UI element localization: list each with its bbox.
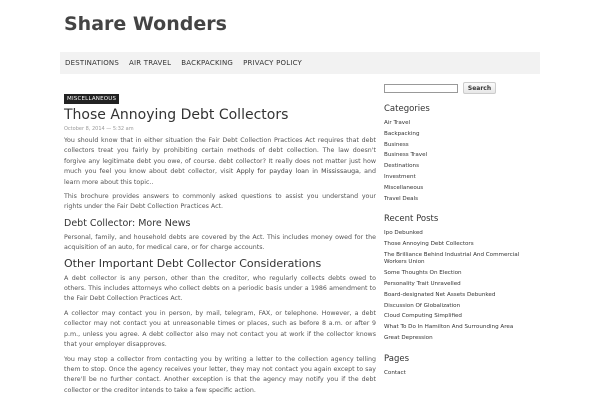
category-link[interactable]: Air Travel [384,120,411,126]
recent-posts-list [384,228,540,343]
payday-loan-link[interactable]: Apply for payday loan in Mississauga [236,168,359,176]
recent-post-link[interactable]: Those Annoying Debt Collectors [384,241,474,248]
post-title[interactable]: Those Annoying Debt Collectors [64,107,289,123]
search-input[interactable] [384,84,458,93]
nav-item-backpacking[interactable]: BACKPACKING [181,59,234,67]
category-link[interactable]: Destinations [384,163,420,170]
categories-title: Categories [384,104,430,114]
nav-item-destinations[interactable]: DESTINATIONS [65,59,120,67]
category-link[interactable]: Miscellaneous [384,184,424,191]
site-title[interactable]: Share Wonders [64,13,227,35]
paragraph-brochure: This brochure provides answers to commonly asked questions to assist you understand your rights under the Fair Debt Collection Practices Act. [64,193,376,211]
recent-post-link[interactable]: Some Thoughts On Election [384,270,462,277]
post-meta: October 8, 2014 — 5:32 am [64,126,134,132]
recent-post-link[interactable]: Ipo Debunked [384,230,423,237]
recent-post-link[interactable]: Board-designated Net Assets Debunked [384,291,496,298]
heading-other-considerations: Other Important Debt Collector Considerations [64,256,322,270]
paragraph-stop-collector: You may stop a collector from contacting you by writing a letter to the collection agency telling them to stop. Once the agency receives your letter, they may not contact you again except to say there'll be no further contact. Another exception is that the agency may notify you if the debt collector or the creditor intends to take a few specific action. [64,355,376,394]
sidebar [384,82,540,379]
search-form [384,82,540,94]
recent-post-link[interactable]: Personality Trait Unravelled [384,280,461,287]
paragraph-intro-tail: , and learn more about this topic.. [64,168,376,186]
search-button[interactable]: Search [463,82,496,94]
post-content [64,85,376,396]
heading-more-news: Debt Collector: More News [64,217,191,229]
page-link-contact[interactable]: Contact [384,369,406,376]
category-badge[interactable]: MISCELLANEOUS [64,94,119,104]
main-navigation [60,52,540,74]
paragraph-intro-text: You should know that in either situation the Fair Debt Collection Practices Act requires that debt collectors treat you fairly by prohibiting certain methods of debt collection. The law doesn't forgive any legitimate debt you owe, of course. debt collector? It really does not matter just how much you feel you know about debt collector, visit [64,137,376,176]
recent-post-link[interactable]: Cloud Computing Simplified [384,313,462,320]
categories-list [384,118,540,204]
recent-post-link[interactable]: The Brilliance Behind Industrial And Commercial Workers Union [384,251,520,266]
category-link[interactable]: Business [384,141,409,148]
pages-title: Pages [384,353,410,364]
paragraph-debts-covered: Personal, family, and household debts are covered by the Act. This includes money owed for the acquisition of an auto, for medical care, or for charge accounts. [64,233,376,252]
category-link[interactable]: Travel Deals [384,195,419,202]
paragraph-debt-collector-definition: A debt collector is any person, other than the creditor, who regularly collects debts owed to others. This includes attorneys who collect debts on a periodic basis under a 1986 amendment to the Fair Debt Collection Practices Act. [64,274,376,303]
recent-post-link[interactable]: Great Depression [384,334,433,341]
recent-post-link[interactable]: Discussion Of Globalization [384,302,461,309]
nav-item-air-travel[interactable]: AIR TRAVEL [129,59,172,67]
category-link[interactable]: Business Travel [384,152,428,159]
category-link[interactable]: Backpacking [384,130,420,137]
recent-post-link[interactable]: What To Do In Hamilton And Surrounding Area [384,324,514,331]
paragraph-contact-methods: A collector may contact you in person, by mail, telegram, FAX, or telephone. However, a debt collector may not contact you at unreasonable times or places, such as before 8 a.m. or after 9 p.m., unless you agree. A debt collector also may not contact you at work if the collector knows that your employer disapproves. [64,309,376,349]
nav-item-privacy-policy[interactable]: PRIVACY POLICY [243,59,303,67]
paragraph-intro [64,136,376,188]
category-link[interactable]: Investment [384,173,416,180]
recent-posts-title: Recent Posts [384,214,439,225]
pages-list [384,368,540,379]
